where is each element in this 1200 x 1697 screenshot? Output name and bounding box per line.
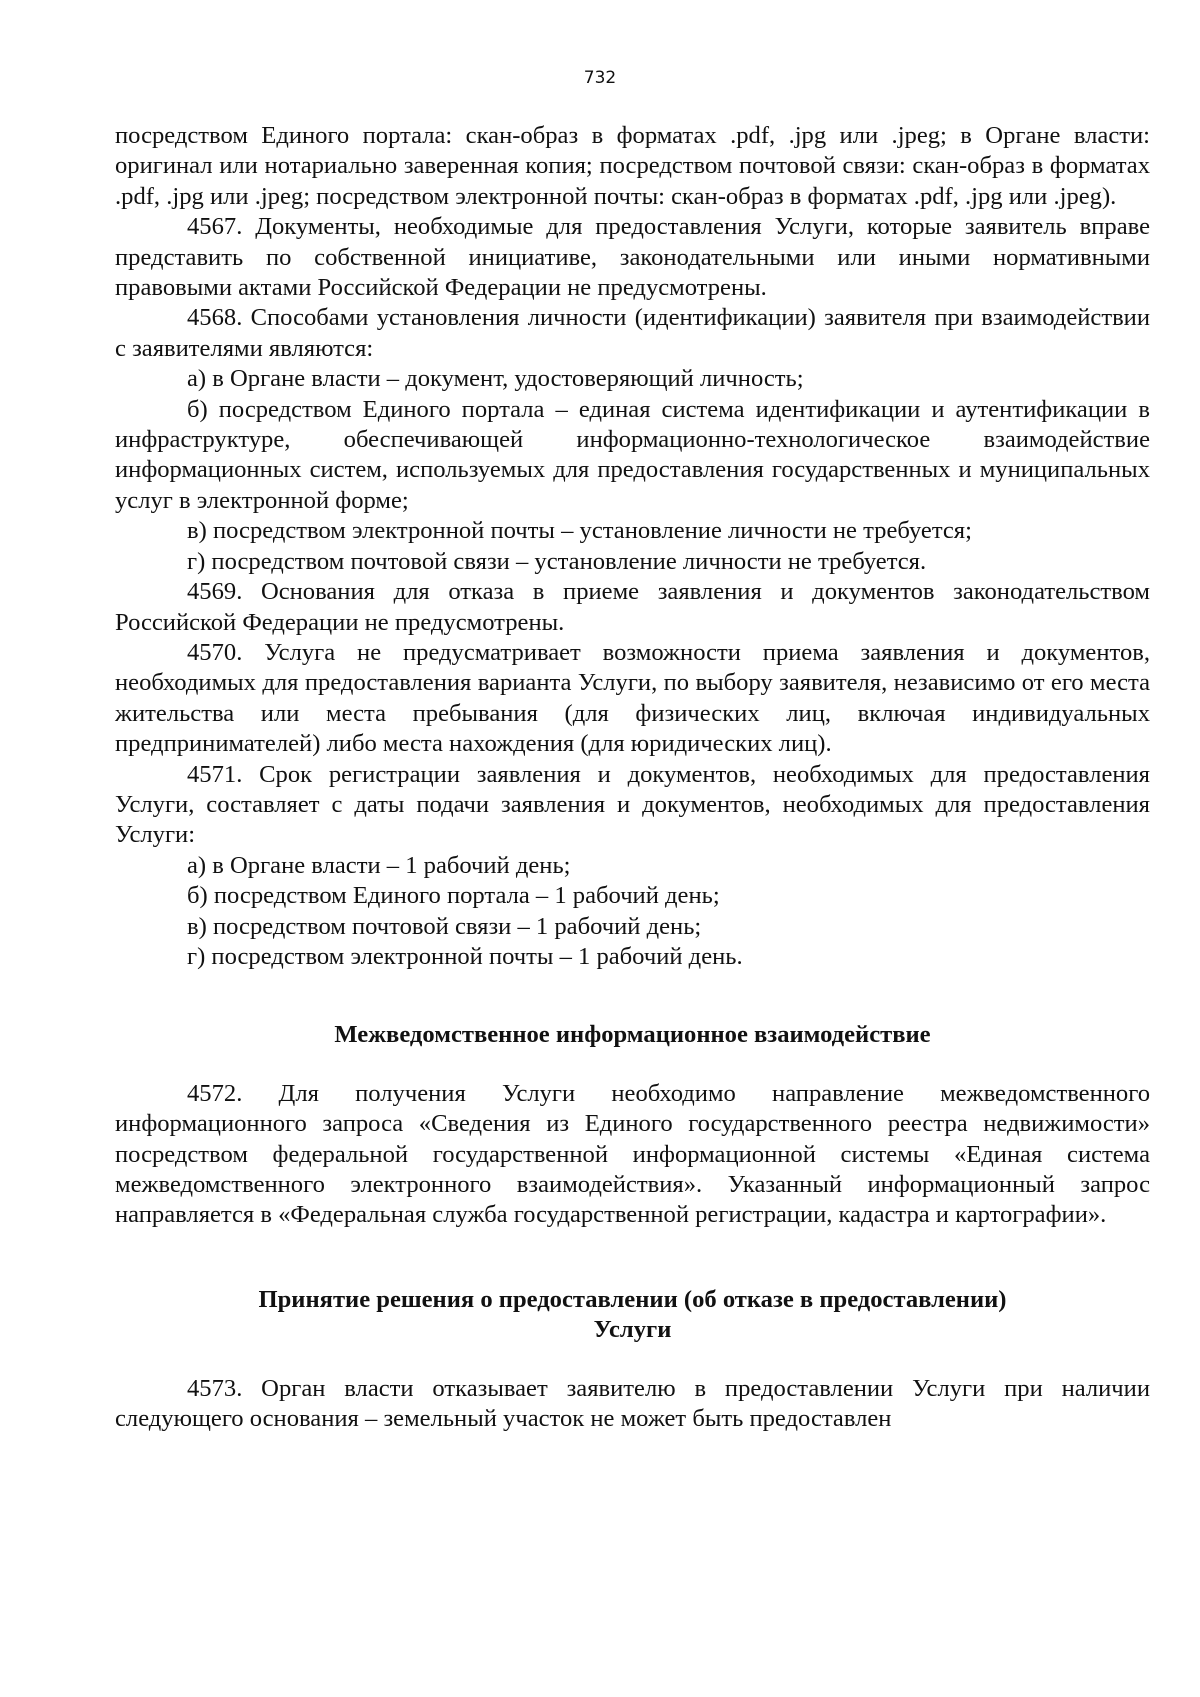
paragraph-continuation: посредством Единого портала: скан-образ в форматах .pdf, .jpg или .jpeg; в Органе власти: оригинал или нотариально заверенная копия; посредством почтовой связи: скан-образ в форматах .pdf, .jpg или .jpeg; посредством электронной почты: скан-образ в форматах .pdf, .jpg или .jpeg). (115, 122, 1150, 210)
page-number: 732 (583, 68, 617, 88)
section-heading-decision (115, 1285, 1150, 1346)
list-item-v: в) посредством почтовой связи – 1 рабочий день; (187, 912, 702, 940)
list-item-a: а) в Органе власти – 1 рабочий день; (187, 851, 571, 879)
paragraph-4573: 4573. Орган власти отказывает заявителю в предоставлении Услуги при наличии следующего основания – земельный участок не может быть предоставлен (115, 1374, 1150, 1433)
list-item-a: а) в Органе власти – документ, удостоверяющий личность; (187, 365, 804, 393)
paragraph-4571: 4571. Срок регистрации заявления и документов, необходимых для предоставления Услуги, составляет с даты подачи заявления и документов, необходимых для предоставления Услуги: (115, 760, 1150, 849)
paragraph-4572: 4572. Для получения Услуги необходимо направление межведомственного информационного запроса «Сведения из Единого государственного реестра недвижимости» посредством федеральной государственной информационной системы «Единая система межведомственного электронного взаимодействия». Указанный информационный запрос направляется в «Федеральная служба государственной регистрации, кадастра и картографии». (115, 1079, 1150, 1229)
list-item-b: б) посредством Единого портала – единая система идентификации и аутентификации в инфраструктуре, обеспечивающей информационно-технологическое взаимодействие информационных систем, используемых для предоставления государственных и муниципальных услуг в электронной форме; (115, 395, 1150, 514)
document-body (115, 121, 1150, 1434)
paragraph-4569: 4569. Основания для отказа в приеме заявления и документов законодательством Российской Федерации не предусмотрены. (115, 578, 1150, 636)
list-item-g: г) посредством электронной почты – 1 рабочий день. (187, 942, 743, 970)
list-item-v: в) посредством электронной почты – установление личности не требуется; (187, 517, 972, 545)
paragraph-4570: 4570. Услуга не предусматривает возможности приема заявления и документов, необходимых для предоставления варианта Услуги, по выбору заявителя, независимо от его места жительства или места пребывания (для физических лиц, включая индивидуальных предпринимателей) либо места нахождения (для юридических лиц). (115, 638, 1150, 758)
section-heading-decision-line-1: Принятие решения о предоставлении (об отказе в предоставлении) (258, 1285, 1007, 1313)
list-item-g: г) посредством почтовой связи – установление личности не требуется. (187, 547, 927, 575)
section-heading-decision-line-2: Услуги (593, 1316, 672, 1344)
paragraph-4567: 4567. Документы, необходимые для предоставления Услуги, которые заявитель вправе представить по собственной инициативе, законодательными или иными нормативными правовыми актами Российской Федерации не предусмотрены. (115, 213, 1150, 302)
paragraph-4568: 4568. Способами установления личности (идентификации) заявителя при взаимодействии с заявителями являются: (115, 304, 1150, 362)
list-item-b: б) посредством Единого портала – 1 рабочий день; (187, 882, 720, 910)
section-heading-interagency: Межведомственное информационное взаимодействие (334, 1021, 931, 1049)
